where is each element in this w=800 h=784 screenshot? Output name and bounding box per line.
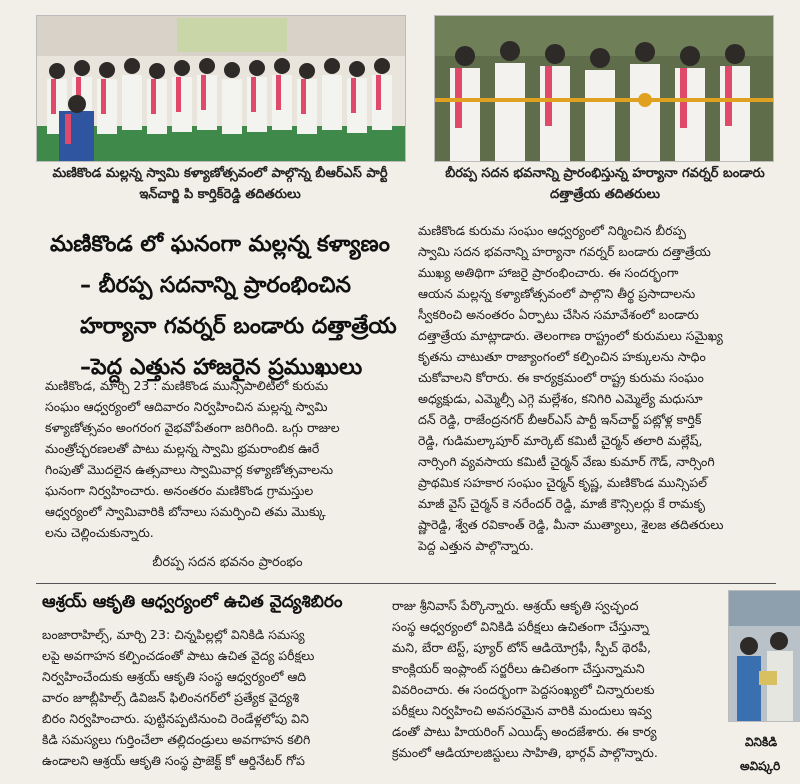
body-line: వివరించారు. ఈ సందర్భంగా పెద్దసంఖ్యలో చిన్నారులకు xyxy=(392,682,655,697)
body-line: లపై అవగాహన కల్పించడంతో పాటు ఉచిత వైద్య పరీక్షలు xyxy=(42,648,315,663)
body-line: పరీక్షలు నిర్వహించి అవసరమైన వారికి మందులు ఇవ్వ xyxy=(392,703,652,718)
body-line: ష్ణారెడ్డి, శ్వేత రవికాంత్ రెడ్డి, మీనా ముత్యాలు, శైలజ తదితరులు xyxy=(418,517,724,532)
body-line: నిర్వహించేందుకు ఆశ్రయ్ ఆకృతి సంస్థ ఆధ్వర్యంలో ఆది xyxy=(42,669,307,684)
body-line: బంజారాహిల్స్, మార్చి 23: చిన్నపిల్లల్లో వినికిడి సమస్య xyxy=(42,627,305,642)
article2-headline: ఆశ్రయ్ ఆకృతి ఆధ్వర్యంలో ఉచిత వైద్యశిబిరం xyxy=(42,592,343,612)
article2-right-body xyxy=(392,595,710,763)
photo2-caption: బీరప్ప సదన భవనాన్ని ప్రారంభిస్తున్న హర్యానా గవర్నర్ బండారు దత్తాత్రేయ తదితరులు xyxy=(445,166,765,202)
headline-line-1: మణికొండ లో ఘనంగా మల్లన్న కళ్యాణం xyxy=(50,232,390,257)
body-line: దన్ రెడ్డి, రాజేంద్రనగర్ బీఆర్ఎస్ పార్టీ ఇన్‌చార్జ్ పట్లోళ్ల కార్తిక్ xyxy=(418,412,702,427)
body-line: సంఘం ఆధ్వర్యంలో ఆదివారం నిర్వహించిన మల్లన్న స్వామి xyxy=(45,399,328,414)
headline-line-2: – బీరప్ప సదనాన్ని ప్రారంభించిన xyxy=(80,273,351,298)
body-line: కృతను చాటుతూ రాజ్యాంగంలో కల్పించిన హక్కులను సాధిం xyxy=(418,349,706,364)
body-line: ఘనంగా నిర్వహించారు. అనంతరం మణికొండ గ్రామస్తుల xyxy=(45,483,314,498)
body-line: మని, బేరా టెస్ట్, ప్యూర్ టోన్ ఆడియోగ్రఫీ, స్పీచ్ థెరపీ, xyxy=(392,640,652,655)
body-line: రాజు శ్రీనివాస్ పేర్కొన్నారు. ఆశ్రయ్ ఆకృతి స్వచ్ఛంద xyxy=(392,598,639,613)
article1-headline xyxy=(50,224,410,388)
photo-inauguration-ribbon xyxy=(434,15,774,162)
body-line: డంతో పాటు హియరింగ్ ఎయిడ్స్ అందజేశారు. ఈ కార్య xyxy=(392,724,657,739)
body-line: లను చెల్లించుకున్నారు. xyxy=(45,525,154,540)
body-line: ఆధ్వర్యంలో స్వామివారికి బోనాలు సమర్పించి తమ మొక్కు xyxy=(45,504,326,519)
body-line: ఆయన మల్లన్న కళ్యాణోత్సవంలో పాల్గొని తీర్థ ప్రసాదాలను xyxy=(418,286,696,301)
body-line: మంత్రోచ్ఛరణలతో పాటు మల్లన్న స్వామి భ్రమరాంబిక ఊరే xyxy=(45,441,320,456)
body-line: మణికొండ కురుమ సంఘం ఆధ్వర్యంలో నిర్మించిన బీరప్ప xyxy=(418,223,686,238)
headline-line-4: –పెద్ద ఎత్తున హాజరైన ప్రముఖులు xyxy=(80,355,363,380)
body-line: ప్రాథమిక సహకార సంఘం చైర్మన్ కృష్ణ, మణికొండ మున్సిపల్ xyxy=(418,475,707,490)
body-line: వారం జూబ్లీహిల్స్ డివిజన్ ఫిలింనగర్‌లో ప్రత్యేక వైద్యశి xyxy=(42,690,300,705)
body-line: స్వీకరించి అనంతరం ఏర్పాటు చేసిన సమావేశంలో బండారు xyxy=(418,307,699,322)
body-line: క్రమంలో ఆడియాలజిస్టులు సాహితి, భార్గవ్ పాల్గొన్నారు. xyxy=(392,745,658,760)
side-caption-2: అవిష్కరి xyxy=(740,759,781,773)
article2-left-body xyxy=(42,624,387,771)
body-line: మాజీ వైస్ చైర్మన్ కె నరేందర్ రెడ్డి, మాజీ కౌన్సిలర్లు కే రామకృ xyxy=(418,496,706,511)
body-line: పెద్ద ఎత్తున పాల్గొన్నారు. xyxy=(418,538,534,553)
body-line: కిడి సమస్యలు గుర్తించేలా తల్లిదండ్రులు అవగాహన కలిగి xyxy=(42,732,311,747)
article1-left-body xyxy=(45,375,410,543)
photo-hearing-camp xyxy=(728,590,800,722)
body-line: చుకోవాలని కోరారు. ఈ కార్యక్రమంలో రాష్ట్ర కురుమ సంఘం xyxy=(418,370,704,385)
headline-line-3: హర్యానా గవర్నర్ బండారు దత్తాత్రేయ xyxy=(80,314,397,339)
body-line: దత్తాత్రేయ మాట్లాడారు. తెలంగాణ రాష్ట్రంలో కురుమలు సమైఖ్య xyxy=(418,328,723,343)
body-line: ఉండాలని ఆశ్రయ్ ఆకృతి సంస్థ ప్రాజెక్ట్ కో ఆర్డినేటర్ గోప xyxy=(42,753,305,768)
body-line: మణికొండ, మార్చి 23 : మణికొండ మున్సిపాలిటీలో కురుమ xyxy=(45,378,329,393)
body-line: అధ్యక్షుడు, ఎమ్మెల్సీ ఎగ్గె మల్లేశం, కనిగిరి ఎమ్మెల్యే మధుసూ xyxy=(418,391,703,406)
body-line: బిరం నిర్వహించారు. పుట్టినప్పటినుంచి రెండేళ్లలోపు విని xyxy=(42,711,309,726)
body-line: రెడ్డి, గుడిమల్కాపూర్ మార్కెట్ కమిటీ చైర్మన్ తలారి మల్లేష్, xyxy=(418,433,703,448)
body-line: ముఖ్య అతిథిగా హాజరై ప్రారంభించారు. ఈ సందర్భంగా xyxy=(418,265,679,280)
body-line: కాంక్లియర్ ఇంప్లాంట్ సర్జరీలు ఉచితంగా చేస్తున్నామని xyxy=(392,661,645,676)
body-line: కళ్యాణోత్సవం అంగరంగ వైభవోపేతంగా జరిగింది. ఒగ్గు రాజుల xyxy=(45,420,340,435)
article1-right-body xyxy=(418,220,774,556)
side-caption-1: వినికిడి xyxy=(745,735,778,749)
photo-group-with-garlands xyxy=(36,15,406,162)
body-line: సంస్థ ఆధ్వర్యంలో వినికిడి పరీక్షలు ఉచితంగా చేస్తున్నా xyxy=(392,619,649,634)
article1-subheading: బీరప్ప సదన భవనం ప్రారంభం xyxy=(152,555,303,570)
body-line: స్వామి సదన భవనాన్ని హర్యానా గవర్నర్ బండారు దత్తాత్రేయ xyxy=(418,244,711,259)
photo1-caption: మణికొండ మల్లన్న స్వామి కళ్యాణోత్సవంలో పాల్గొన్న బీఆర్ఎస్ పార్టీ ఇన్‌చార్జి పి కార్తిక్‌రెడ్డి తదితరులు xyxy=(52,166,388,202)
article-divider xyxy=(36,583,776,584)
body-line: గింపుతో మొదలైన ఉత్సవాలు స్వామివార్ల కళ్యాణోత్సవాలను xyxy=(45,462,334,477)
body-line: నార్సింగి వ్యవసాయ కమిటీ చైర్మన్ వేణు కుమార్ గౌడ్, నార్సింగి xyxy=(418,454,715,469)
